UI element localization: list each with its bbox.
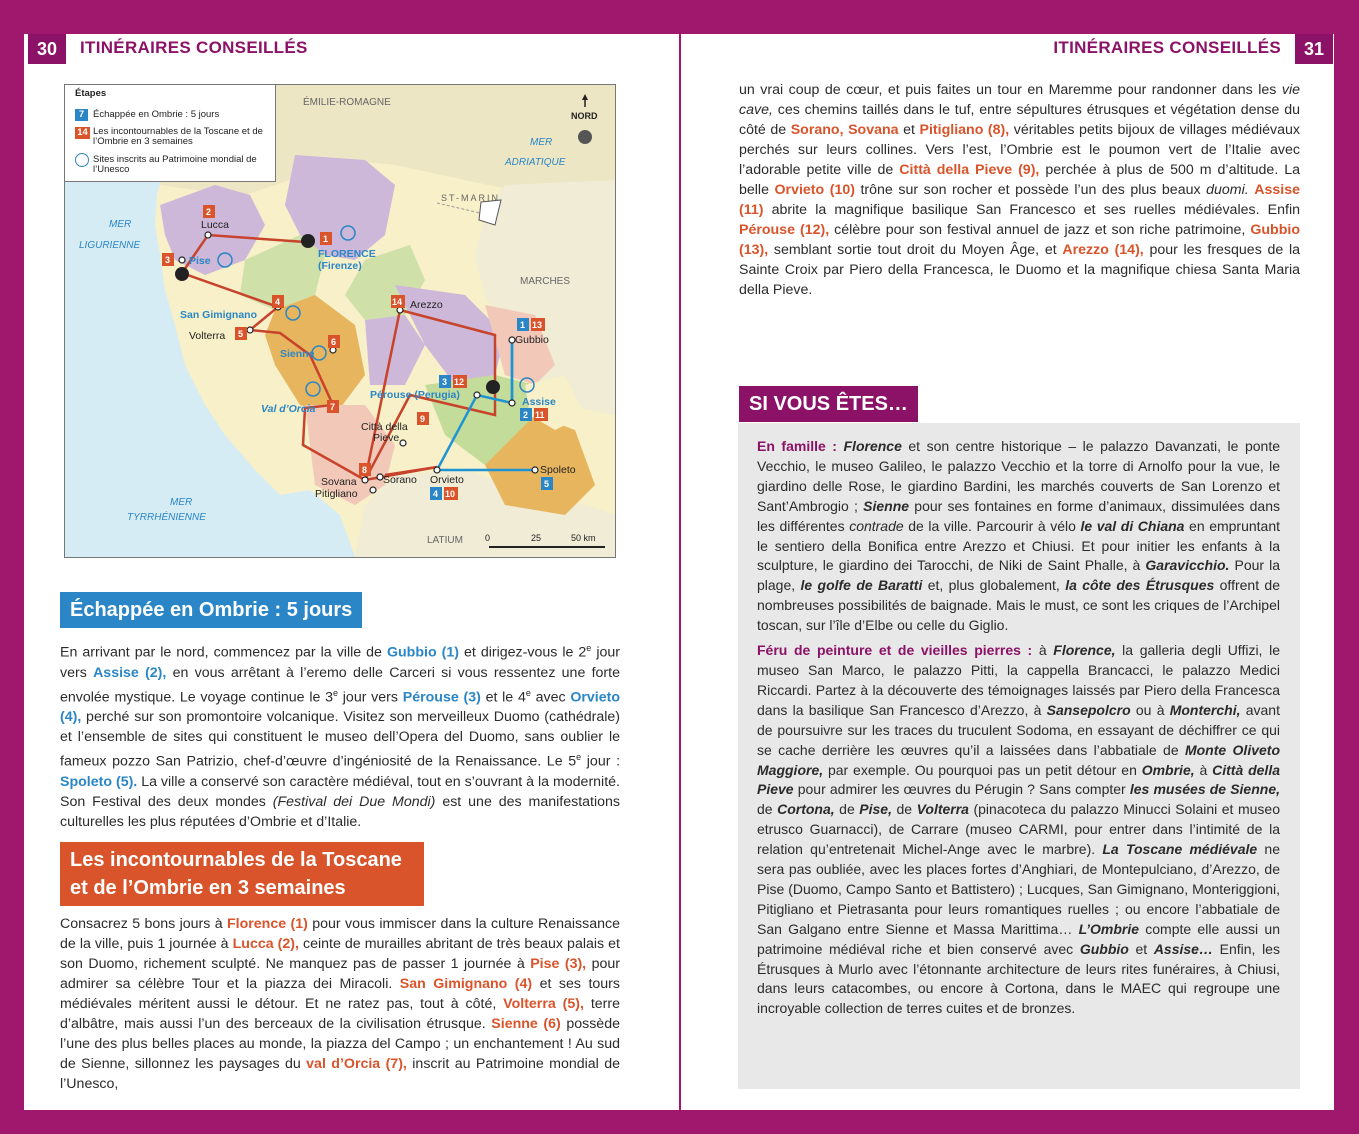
svg-text:5: 5	[544, 479, 550, 489]
svg-text:8: 8	[362, 465, 368, 475]
city-citta-2: Pieve	[373, 432, 400, 444]
svg-text:12: 12	[454, 377, 465, 387]
region-stmarin: ST-MARIN	[441, 193, 501, 203]
page-number-left: 30	[28, 34, 66, 64]
sea-adriatique-2: ADRIATIQUE	[505, 157, 566, 168]
city-citta-1: Città della	[361, 421, 408, 433]
airport-icon-florence	[301, 234, 315, 248]
toscane-title-line-2: et de l’Ombrie en 3 semaines	[70, 877, 346, 899]
page-number-right: 31	[1295, 34, 1333, 64]
svg-text:10: 10	[445, 489, 456, 499]
city-arezzo: Arezzo	[410, 299, 443, 311]
city-spoleto: Spoleto	[540, 464, 576, 476]
north-label: NORD	[571, 111, 598, 121]
svg-text:9: 9	[420, 414, 426, 424]
svg-text:11: 11	[535, 410, 545, 420]
si-vous-etes-text	[757, 437, 1280, 1019]
toscane-text: Consacrez 5 bons jours à Florence (1) pour vous immiscer dans la culture Renaissance de la ville, puis 1 journée à Lucca (2), ceinte de murailles abritant de très beaux palais et son Duomo, richement sculpté. Ne manquez pas de passer 1 journée à Pise (3), pour admirer sa célèbre Tour et la piazza dei Miracoli. San Gimignano (4) et ses tours médiévales méritent aussi le détour. Et ne ratez pas, tout à côté, Volterra (5), terre d’albâtre, mais aussi l’un des berceaux de la civilisation étrusque. Sienne (6) possède l’une des plus belles places au monde, la piazza del Campo ; un enchantement ! Au sud de Sienne, sillonnez les paysages du val d’Orcia (7), inscrit au Patrimoine mondial de l’Unesco,	[60, 916, 620, 1092]
svg-text:2: 2	[523, 410, 529, 420]
city-valdorcia: Val d’Orcia	[261, 403, 316, 415]
toscane-text-continued: un vrai coup de cœur, et puis faites un tour en Maremme pour randonner dans les vie cave, ces chemins taillés dans le tuf, entre sépultures étrusques et végétation dense du côté de Sorano, Sovana et Pitigliano (8), véritables petits bijoux de villages médiévaux perchés sur leurs collines. Vers l’est, l’Ombrie est le poumon vert de l’Italie avec l’adorable petite ville de Città della Pieve (9), perchée à plus de 500 m d’altitude. La belle Orvieto (10) trône sur son rocher et possède l’un des plus beaux duomi. Assise (11) abrite la magnifique basilique San Francesco et ses ruelles médiévales. Enfin Pérouse (12), célèbre pour son festival annuel de jazz et son riche patrimoine, Gubbio (13), semblant sortie tout droit du Moyen Âge, et Arezzo (14), pour les fresques de la Sainte Croix par Piero della Francesca, le Duomo et la magnifique chiesa Santa Maria della Pieve.	[739, 82, 1301, 298]
sea-ligurienne-1: MER	[109, 219, 132, 230]
scale-0: 0	[485, 533, 491, 543]
city-perouse: Pérouse (Perugia)	[370, 389, 460, 401]
hiker-icon	[578, 130, 592, 144]
legend-item-unesco: Sites inscrits au Patrimoine mondial de l’Unesco	[93, 154, 257, 175]
legend-badge-14: 14	[75, 127, 90, 139]
itinerary-map	[64, 84, 616, 558]
svg-text:13: 13	[532, 320, 543, 330]
peinture-paragraph: Féru de peinture et de vieilles pierres : à Florence, la galleria degli Uffizi, le museo San Marco, le palazzo Pitti, la cappella Brancacci, le palazzo Medici Riccardi. Partez à la découverte des témoignages laissés par Piero della Francesca dans la basilique San Francesco d’Arezzo, à Sansepolcro ou à Monterchi, avant de poursuivre sur les traces du truculent Sodoma, en essayant de déchiffrer ce qui se cache derrière les œuvres qu’il a laissées dans l’abbatiale de Monte Oliveto Maggiore, par exemple. Ou pourquoi pas un petit détour en Ombrie, à Città della Pieve pour admirer les œuvres du Pérugin ? Sans compter les musées de Sienne, de Cortona, de Pise, de Volterra (pinacoteca du palazzo Minucci Solaini et museo etrusco Guarnacci), de Carrare (museo CARMI, pour entrer dans l’intimité de la relation qu’entretenait Michel-Ange avec le marbre). La Toscane médiévale ne sera pas oubliée, avec les places fortes d’Anghiari, de Montepulciano, d’Arezzo, de Pise (Duomo, Campo Santo et Battistero) ; Lucques, San Gimignano, Monteriggioni, Pitigliano et Pietrasanta pour leurs romantiques ruelles ; ou encore l’abbatiale de San Galgano entre Sienne et Massa Marittima… L’Ombrie compte elle aussi un patrimoine médiéval riche et bien conservé avec Gubbio et Assise… Enfin, les Étrusques à Murlo avec l’étonnante architecture de leurs rites funéraires, à Chiusi, dans leurs catacombes, ou encore à Cortona, dans le MAEC qui regroupe une incroyable collection de terres cuites et de bronzes.	[757, 642, 1281, 1017]
svg-text:5: 5	[238, 329, 244, 339]
city-sangimignano: San Gimignano	[180, 309, 258, 321]
svg-text:7: 7	[330, 402, 336, 412]
city-sienne: Sienne	[280, 348, 315, 360]
city-firenze: (Firenze)	[318, 260, 362, 272]
legend-badge-7: 7	[75, 109, 88, 121]
region-marches: MARCHES	[520, 276, 571, 287]
section-title-toscane	[60, 842, 424, 906]
map-legend	[65, 85, 276, 182]
section-title-ombrie: Échappée en Ombrie : 5 jours	[60, 592, 362, 628]
unesco-icon	[75, 153, 89, 167]
legend-item-toscane: Les incontournables de la Toscane et de l’Ombrie en 3 semaines	[93, 126, 263, 147]
running-header-right: ITINÉRAIRES CONSEILLÉS	[1053, 38, 1281, 57]
svg-text:1: 1	[520, 320, 526, 330]
svg-text:2: 2	[206, 207, 212, 217]
svg-text:4: 4	[275, 297, 281, 307]
city-sovana: Sovana	[321, 476, 357, 488]
city-assise: Assise	[522, 396, 556, 408]
scale-50: 50 km	[571, 533, 596, 543]
legend-title: Étapes	[75, 88, 107, 99]
city-pitigliano: Pitigliano	[315, 488, 358, 500]
toscane-title-line-1: Les incontournables de la Toscane	[70, 849, 402, 871]
city-pise: Pise	[189, 255, 211, 267]
sea-ligurienne-2: LIGURIENNE	[79, 240, 141, 251]
city-sorano: Sorano	[383, 474, 417, 486]
famille-paragraph: En famille : Florence et son centre historique – le palazzo Davanzati, le ponte Vecchio, le museo Galileo, le palazzo Vecchio et la torre di Arnolfo pour la vue, le giardino delle Rose, le giardino Bardini, les marchés couverts de San Lorenzo et Sant’Ambrogio ; Sienne pour ses fontaines en forme d’animaux, dissimulées dans les différentes contrade de la ville. Parcourir à vélo le val di Chiana en empruntant le sentiero della Bonifica entre Arezzo et Chiusi. Et pour initier les enfants à la sculpture, le giardino dei Tarocchi, de Niki de Saint Phalle, à Garavicchio. Pour la plage, le golfe de Baratti et, plus globalement, la côte des Étrusques offrent de nombreuses possibilités de baignade. Mais le must, ce sont les criques de l’Archipel toscan, sur l’île d’Elbe ou celle du Giglio.	[757, 438, 1281, 634]
city-orvieto: Orvieto	[430, 474, 464, 486]
sea-adriatique-1: MER	[530, 137, 553, 148]
svg-text:3: 3	[442, 377, 448, 387]
svg-text:6: 6	[331, 337, 337, 347]
sea-tyrrhenienne-2: TYRRHÉNIENNE	[127, 512, 206, 523]
ombrie-text: En arrivant par le nord, commencez par la ville de Gubbio (1) et dirigez-vous le 2e jour vers Assise (2), en vous arrêtant à l’eremo delle Carceri si vous ressentez une forte envolée mystique. Le voyage continue le 3e jour vers Pérouse (3) et le 4e avec Orvieto (4), perché sur son promontoire volcanique. Visitez son merveilleux Duomo (cathédrale) et l’ensemble de sites qui constituent le museo dell’Opera del Duomo, sans oublier le fameux pozzo San Patrizio, chef-d’œuvre d’ingéniosité de la Renaissance. Le 5e jour : Spoleto (5). La ville a conservé son caractère médiéval, tout en s’ouvrant à la modernité. Son Festival des deux mondes (Festival dei Due Mondi) est une des manifestations culturelles les plus réputées d’Ombrie et d’Italie.	[60, 643, 621, 831]
scale-25: 25	[531, 533, 542, 543]
sea-tyrrhenienne-1: MER	[170, 497, 193, 508]
airport-icon-perouse	[486, 380, 500, 394]
running-header-left: ITINÉRAIRES CONSEILLÉS	[80, 38, 308, 57]
city-lucca: Lucca	[201, 219, 230, 231]
airport-icon-pise	[175, 267, 189, 281]
city-gubbio: Gubbio	[515, 334, 549, 346]
svg-text:4: 4	[433, 489, 439, 499]
city-florence: FLORENCE	[318, 248, 376, 260]
svg-text:3: 3	[165, 255, 171, 265]
section-title-si-vous-etes: SI VOUS ÊTES…	[739, 386, 918, 422]
svg-text:14: 14	[392, 297, 403, 307]
legend-item-ombrie: Échappée en Ombrie : 5 jours	[93, 109, 220, 120]
city-volterra: Volterra	[189, 330, 226, 342]
svg-text:1: 1	[323, 234, 329, 244]
region-latium: LATIUM	[427, 535, 463, 546]
region-emilie: ÉMILIE-ROMAGNE	[303, 97, 391, 108]
